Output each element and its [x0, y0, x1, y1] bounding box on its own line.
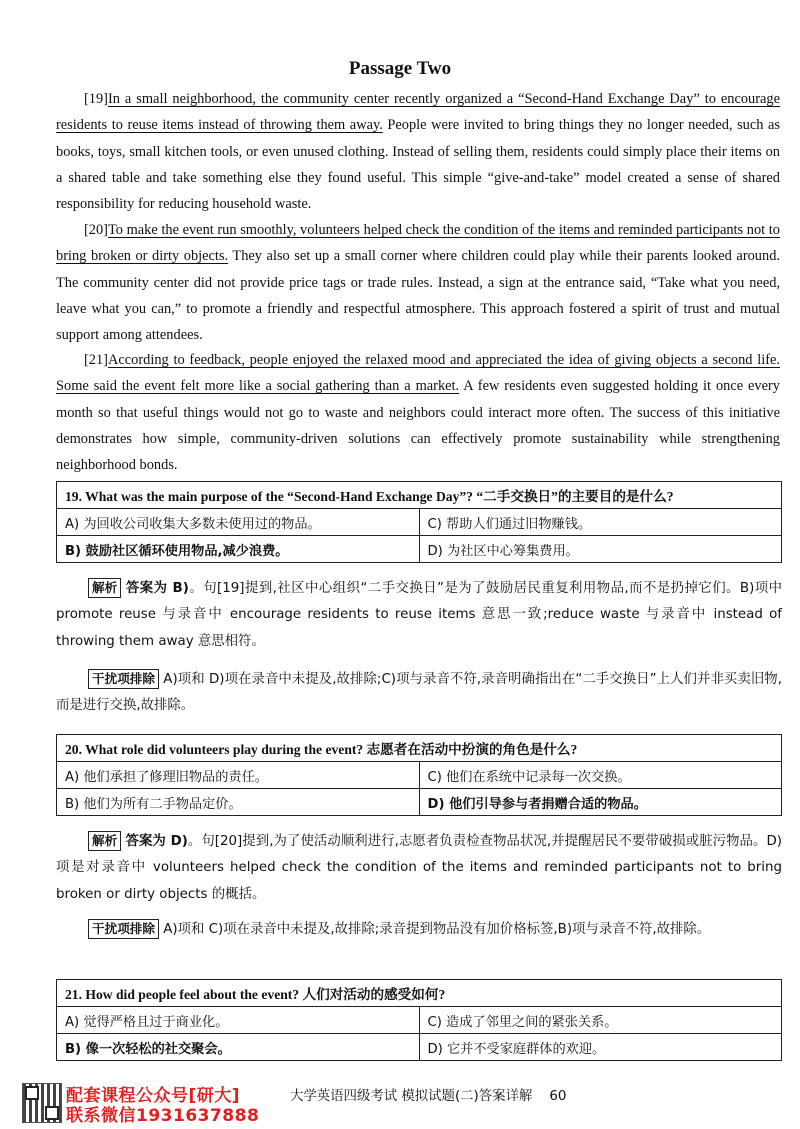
paragraph-20 [56, 217, 780, 348]
distractor-19 [56, 667, 782, 720]
answer-text: 答案为 B) [125, 581, 189, 596]
option-a: A) 为回收公司收集大多数未使用过的物品。 [57, 509, 420, 536]
watermark-line-2: 联系微信1931637888 [66, 1106, 260, 1126]
option-d: D) 它并不受家庭群体的欢迎。 [419, 1034, 782, 1061]
distractor-text: A)项和 C)项在录音中未提及,故排除;录音提到物品没有加价格标签,B)项与录音不符,故排除。 [163, 922, 711, 937]
paragraph-text: People were invited to bring things they no longer needed, such as books, toys, small kitchen tools, or even unused clothing. Instead of selling them, residents could simply place their items on a shared table and take something else they found useful. This simple “give-and-take” model created a sense of shared responsibility for reducing household waste. [56, 117, 780, 213]
page-number: 60 [549, 1089, 567, 1104]
question-20-table [56, 734, 782, 816]
watermark-line-1: 配套课程公众号[研大] [66, 1086, 241, 1106]
option-a: A) 他们承担了修理旧物品的责任。 [57, 762, 420, 789]
question-21-table [56, 979, 782, 1061]
underlined-sentence: According to feedback, people enjoyed the relaxed mood and appreciated the idea of giving objects a second life. Some said the event felt more like a social gathering than a market. [56, 352, 780, 395]
paragraph-text: They also set up a small corner where children could play while their parents looked around. The community center did not provide price tags or trade rules. Instead, a sign at the entrance said, “Take what you need, leave what you can,” to promote a friendly and respectful atmosphere. This approach fostered a spirit of trust and mutual support among attendees. [56, 248, 780, 344]
qr-code-icon [22, 1083, 62, 1123]
page-footer [0, 1083, 800, 1126]
option-b: B) 他们为所有二手物品定价。 [57, 789, 420, 816]
option-c: C) 他们在系统中记录每一次交换。 [419, 762, 782, 789]
option-d-correct: D) 他们引导参与者捐赠合适的物品。 [419, 789, 782, 816]
distractor-label: 干扰项排除 [88, 669, 159, 689]
question-text: 20. What role did volunteers play during the event? 志愿者在活动中扮演的角色是什么? [57, 735, 782, 762]
underlined-sentence: In a small neighborhood, the community center recently organized a “Second-Hand Exchange Day” to encourage residents to reuse items instead of throwing them away. [56, 91, 780, 134]
sentence-tag: [20] [84, 222, 108, 238]
analysis-label: 解析 [88, 831, 121, 851]
question-19-table [56, 481, 782, 563]
option-c: C) 造成了邻里之间的紧张关系。 [419, 1007, 782, 1034]
option-a: A) 觉得严格且过于商业化。 [57, 1007, 420, 1034]
distractor-label: 干扰项排除 [88, 919, 159, 939]
paragraph-21 [56, 347, 780, 478]
explanation-19 [56, 576, 782, 655]
explanation-text: 。句[19]提到,社区中心组织“二手交换日”是为了鼓励居民重复利用物品,而不是扔掉它们。B)项中 promote reuse 与录音中 encourage residents to reuse items 意思一致;reduce waste 与录音中 instead of throwing them away 意思相符。 [56, 581, 782, 649]
analysis-label: 解析 [88, 578, 121, 598]
explanation-text: 。句[20]提到,为了使活动顺利进行,志愿者负责检查物品状况,并提醒居民不要带破损或脏污物品。D)项是对录音中 volunteers helped check the condition of the items and reminded participants not to bring broken or dirty objects 的概括。 [56, 834, 782, 902]
answer-text: 答案为 D) [125, 834, 188, 849]
question-text: 19. What was the main purpose of the “Second-Hand Exchange Day”? “二手交换日”的主要目的是什么? [57, 482, 782, 509]
sentence-tag: [19] [84, 91, 108, 107]
distractor-20 [56, 917, 782, 943]
book-title: 大学英语四级考试 模拟试题(二)答案详解 [290, 1089, 533, 1104]
paragraph-text: A few residents even suggested holding it once every month so that useful things would not go to waste and neighbors could interact more often. The success of this initiative demonstrates how simple, community-driven solutions can effectively promote sustainability while strengthening neighborhood bonds. [56, 378, 781, 474]
book-title-footer [290, 1085, 566, 1104]
distractor-text: A)项和 D)项在录音中未提及,故排除;C)项与录音不符,录音明确指出在“二手交换日”上人们并非买卖旧物,而是进行交换,故排除。 [56, 672, 782, 714]
passage-title: Passage Two [348, 58, 452, 79]
option-d: D) 为社区中心筹集费用。 [419, 536, 782, 563]
sentence-tag: [21] [84, 352, 108, 368]
question-text: 21. How did people feel about the event? 人们对活动的感受如何? [57, 980, 782, 1007]
option-c: C) 帮助人们通过旧物赚钱。 [419, 509, 782, 536]
paragraph-19 [56, 86, 780, 217]
underlined-sentence: To make the event run smoothly, volunteers helped check the condition of the items and reminded participants not to bring broken or dirty objects. [56, 222, 780, 265]
option-b-correct: B) 鼓励社区循环使用物品,减少浪费。 [57, 536, 420, 563]
explanation-20 [56, 829, 782, 908]
option-b-correct: B) 像一次轻松的社交聚会。 [57, 1034, 420, 1061]
